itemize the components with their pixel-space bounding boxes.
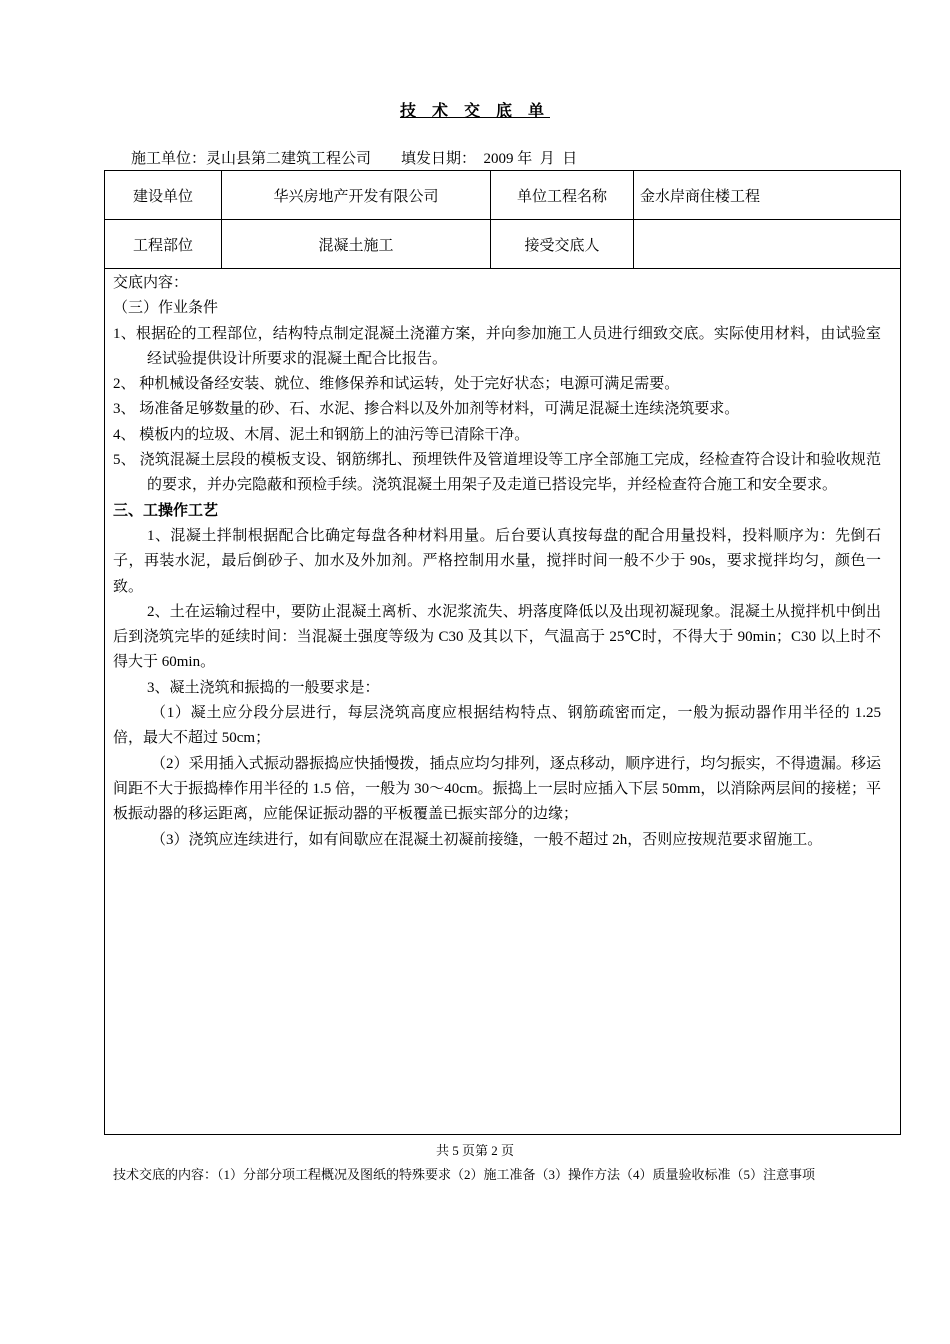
list-item: 1、根据砼的工程部位，结构特点制定混凝土浇灌方案，并向参加施工人员进行细致交底。实际使用材料，由试验室经试验提供设计所要求的混凝土配合比报告。 — [113, 325, 881, 367]
section-process-title: 三、工操作工艺 — [113, 502, 219, 519]
list-item: 4、 模板内的垃圾、木屑、泥土和钢筋上的油污等已清除干净。 — [113, 426, 530, 443]
paragraph: 1、混凝土拌制根据配合比确定每盘各种材料用量。后台要认真按每盘的配合用量投料，投料顺序为：先倒石子，再装水泥，最后倒砂子、加水及外加剂。严格控制用水量，搅拌时间一般不少于 90s，要求搅拌均匀，颜色一致。 — [113, 527, 881, 595]
label-project-name: 单位工程名称 — [491, 171, 634, 220]
label-client: 建设单位 — [105, 171, 222, 220]
content-body — [113, 271, 881, 853]
page-number: 共 5 页第 2 页 — [435, 1143, 514, 1158]
label-project-part: 工程部位 — [105, 220, 222, 269]
list-item: 5、 浇筑混凝土层段的模板支设、钢筋绑扎、预埋铁件及管道埋设等工序全部施工完成，经检查符合设计和验收规范的要求，并办完隐蔽和预检手续。浇筑混凝土用架子及走道已搭设完毕，并经检查符合施工和安全要求。 — [113, 452, 881, 494]
value-project-name: 金水岸商住楼工程 — [634, 171, 901, 220]
table-row — [105, 171, 901, 220]
list-item: 2、 种机械设备经安装、就位、维修保养和试运转，处于完好状态；电源可满足需要。 — [113, 376, 680, 393]
paragraph: （2）采用插入式振动器振捣应快插慢拨，插点应均匀排列，逐点移动，顺序进行，均匀振实，不得遗漏。移运间距不大于振捣棒作用半径的 1.5 倍，一般为 30～40cm。振捣上一层时应插入下层 50mm，以消除两层间的接槎；平板振动器的移运距离，应能保证振动器的平板覆盖已振实部分的边缘； — [113, 755, 881, 823]
paragraph: 3、凝土浇筑和振捣的一般要求是： — [147, 679, 380, 696]
section-conditions-title: （三）作业条件 — [113, 300, 219, 317]
value-project-part: 混凝土施工 — [222, 220, 491, 269]
value-receiver[interactable] — [634, 220, 901, 269]
value-client: 华兴房地产开发有限公司 — [222, 171, 491, 220]
paragraph: 2、土在运输过程中，要防止混凝土离析、水泥浆流失、坍落度降低以及出现初凝现象。混凝土从搅拌机中倒出后到浇筑完毕的延续时间：当混凝土强度等级为 C30 及其以下，气温高于 25℃时，不得大于 90min；C30 以上时不得大于 60min。 — [113, 603, 881, 671]
table-row — [105, 220, 901, 269]
list-item: 3、 场准备足够数量的砂、石、水泥、掺合料以及外加剂等材料，可满足混凝土连续浇筑要求。 — [113, 401, 740, 418]
label-receiver: 接受交底人 — [491, 220, 634, 269]
bottom-note: 技术交底的内容：（1）分部分项工程概况及图纸的特殊要求（2）施工准备（3）操作方法（4）质量验收标准（5）注意事项 — [113, 1167, 816, 1182]
document-title: 技 术 交 底 单 — [399, 103, 550, 120]
paragraph: （1）凝土应分段分层进行，每层浇筑高度应根据结构特点、钢筋疏密而定，一般为振动器作用半径的 1.25 倍，最大不超过 50cm； — [113, 705, 881, 747]
content-heading: 交底内容： — [113, 275, 189, 291]
info-table — [104, 170, 901, 269]
paragraph: （3）浇筑应连续进行，如有间歇应在混凝土初凝前接缝，一般不超过 2h，否则应按规范要求留施工。 — [151, 831, 823, 848]
meta-line: 施工单位：灵山县第二建筑工程公司 填发日期： 2009 年 月 日 — [131, 151, 578, 167]
